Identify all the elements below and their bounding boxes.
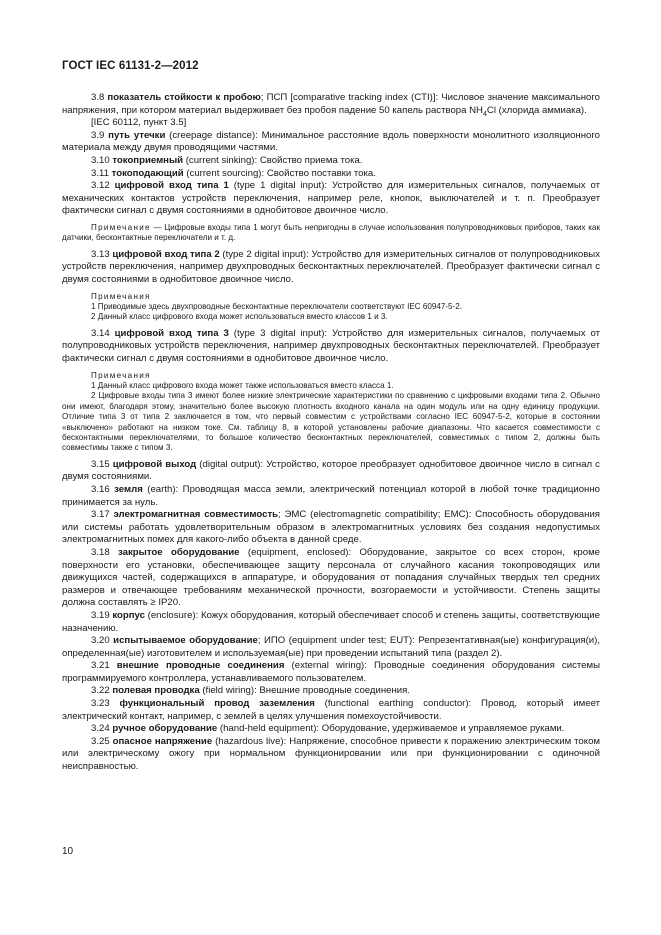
clause-text: (creepage distance): Минимальное расстояние вдоль поверхности монолитного изоляционного материала между двумя проводящими частями. (62, 129, 600, 154)
clause-text: (hand-held equipment): Оборудование, удерживаемое и управляемое руками. (217, 723, 565, 735)
clause-number: 3.16 (91, 483, 115, 495)
notes-3-13 (62, 292, 600, 323)
note-item: 1 Данный класс цифрового входа может также использоваться вместо класса 1. (91, 380, 394, 390)
clause-text: (digital output): Устройство, которое преобразует однобитовое двоичное число в сигнал с двумя состояниями. (62, 458, 600, 483)
clause-3-15 (62, 459, 600, 484)
clause-3-23 (62, 698, 600, 723)
clause-3-21 (62, 660, 600, 685)
clause-3-13 (62, 249, 600, 287)
clause-term: цифровой вход типа 1 (114, 180, 229, 192)
clause-text: (type 2 digital input): Устройство для измерительных сигналов от полупроводниковых устройств переключения, например двухпроводных бесконтактных переключателей. Преобразует фактически сигнал с двумя состояниями в однобитовое двоичное число. (62, 248, 600, 285)
document-header: ГОСТ IEC 61131-2—2012 (62, 60, 199, 72)
note-item: 2 Данный класс цифрового входа может использоваться вместо классов 1 и 3. (91, 312, 388, 322)
clause-number: 3.12 (91, 180, 115, 192)
clause-number: 3.24 (91, 723, 113, 735)
clause-number: 3.17 (91, 509, 114, 521)
clause-term: закрытое оборудование (118, 546, 240, 558)
clause-text: (functional earthing conductor): Провод, который имеет электрический контакт, например, с землей в целях улучшения помехоустойчивости. (62, 698, 600, 722)
clause-3-12 (62, 180, 600, 218)
clause-3-16 (62, 484, 600, 509)
clause-text: (external wiring): Проводные соединения оборудования системы программируемого контроллера, устанавливаемого пользователем. (62, 660, 600, 684)
clause-3-11 (62, 168, 600, 181)
clause-number: 3.20 (91, 635, 114, 647)
clause-number: 3.19 (91, 609, 113, 621)
clause-3-17 (62, 509, 600, 547)
clause-text: (type 3 digital input): Устройство для измерительных сигналов, получаемых от полупроводниковых устройств переключения, например двухпроводных бесконтактных переключателей. Преобразует фактически сигнал с двумя состояниями в однобитовое двоичное число. (62, 327, 600, 364)
notes-3-14 (62, 371, 600, 454)
clause-term: показатель стойкости к пробою (107, 92, 261, 103)
notes-heading: Примечания (91, 370, 151, 380)
clause-text: (type 1 digital input): Устройство для измерительных сигналов, получаемых от механических контактов устройств переключения, например реле, кнопок, выключателей и т. п. Преобразует фактически сигнал с двумя состояниями в однобитовое двоичное число. (62, 180, 600, 217)
clause-number: 3.25 (91, 735, 113, 747)
clause-number: 3.15 (91, 458, 113, 470)
clause-3-18 (62, 547, 600, 610)
clause-text: (earth): Проводящая масса земли, электрический потенциал которой в любой точке традиционно принимается за нуль. (62, 483, 600, 508)
clause-text: (enclosure): Кожух оборудования, который обеспечивает способ и степень защиты, соответствующие назначению. (62, 609, 600, 634)
clause-term: токоприемный (112, 154, 184, 166)
clause-3-19 (62, 610, 600, 635)
note-item: 1 Приводимые здесь двухпроводные бесконтактные переключатели соответствуют IEC 60947-5-2. (91, 301, 462, 311)
note-heading: Примечание (91, 222, 151, 232)
clause-term: испытываемое оборудование (113, 635, 258, 647)
clause-3-24 (62, 723, 600, 736)
clause-reference: [IEC 60112, пункт 3.5] (91, 117, 187, 129)
clause-text-cont: Cl (хлорида аммиака). (486, 104, 587, 116)
clause-term: полевая проводка (112, 685, 200, 697)
note-3-12 (62, 223, 600, 244)
clause-term: корпус (112, 609, 145, 621)
clause-term: земля (114, 483, 143, 495)
clause-3-14 (62, 328, 600, 366)
clause-text: (hazardous live): Напряжение, способное привести к поражению электрическим током или электрическому ожогу при нормальном функционировании или при функционировании с одиночной неисправностью. (62, 735, 600, 773)
clause-term: опасное напряжение (112, 735, 213, 747)
clause-text: (equipment, enclosed): Оборудование, закрытое со всех сторон, кроме поверхности его установки, обеспечивающее защиту персонала от случайного касания токопроводящих или движущихся частей, содержащихся в аппаратуре, и оборудования от попадания случайных твердых тел средних размеров и отвечающее требованиям механической прочности, возгораемости и устойчивости. Степень защиты должна составлять ≥ IP20. (62, 546, 601, 609)
clause-3-9 (62, 130, 600, 155)
note-item: 2 Цифровые входы типа 3 имеют более низкие электрические характеристики по сравнению с цифровыми входами типа 2. Обычно они имеют, благодаря этому, значительно более высокую плотность входного канала на один модуль или на одну единицу продукции. Отличие типа 3 от типа 2 заключается в том, что первый совместим с устройствами согласно IEC 60947-5-2, которые в состоянии «выключено» работают на низком токе. См. таблицу 8, в которой установлены рабочие диапазоны. Что касается совместимости с бесконтактными переключателями, то большое количество бесконтактных переключателей, совместимых с типом 2, должны быть совместимы также с типом 3. (62, 391, 600, 453)
page-number: 10 (62, 846, 74, 857)
clause-term: внешние проводные соединения (116, 660, 285, 672)
document-body (62, 92, 600, 774)
clause-number: 3.23 (91, 698, 120, 710)
clause-number: 3.14 (91, 327, 115, 339)
note-text: — Цифровые входы типа 1 могут быть непригодны в случае использования полупроводниковых приборов, таких как датчики, бесконтактные переключатели и т. д. (62, 222, 600, 243)
clause-number: 3.8 (91, 92, 108, 103)
clause-number: 3.10 (91, 154, 113, 166)
clause-text: ; ИПО (equipment under test; EUT): Репрезентативная(ые) конфигурация(и), определенная(ые) изготовителем и используемая(ые) при проведении испытаний типа (раздел 2). (62, 635, 601, 659)
clause-number: 3.18 (91, 546, 119, 558)
clause-number: 3.9 (91, 129, 109, 141)
clause-text: (current sinking): Свойство приема тока. (183, 154, 363, 166)
clause-3-8 (62, 92, 600, 117)
clause-term: функциональный провод заземления (119, 698, 315, 710)
clause-text: (current sourcing): Свойство поставки тока. (183, 167, 376, 179)
clause-number: 3.22 (91, 685, 113, 697)
clause-3-25 (62, 736, 600, 774)
subscript: 4 (483, 110, 487, 118)
clause-term: путь утечки (108, 129, 166, 141)
clause-number: 3.21 (91, 660, 117, 672)
clause-text: ; ПСП [comparative tracking index (CTI)]: Числовое значение максимального напряжения, при котором материал выдерживает без пробоя падение 50 капель раствора NH (62, 92, 600, 116)
clause-3-10 (62, 155, 600, 168)
clause-text: ; ЭМС (electromagnetic compatibility; EMC): Способность оборудования или системы работать удовлетворительным образом в электромагнитных условиях без создания недопустимых электромагнитных помех для какого-либо объекта в данной среде. (62, 509, 600, 546)
clause-number: 3.13 (91, 248, 113, 260)
clause-term: ручное оборудование (112, 723, 218, 735)
clause-term: цифровой выход (112, 458, 197, 470)
notes-heading: Примечания (91, 291, 151, 301)
clause-term: токоподающий (111, 167, 184, 179)
clause-text: (field wiring): Внешние проводные соединения. (199, 685, 411, 697)
clause-term: электромагнитная совместимость (113, 509, 279, 521)
clause-3-22 (62, 685, 600, 698)
clause-number: 3.11 (91, 167, 112, 179)
clause-3-20 (62, 635, 600, 660)
clause-term: цифровой вход типа 2 (112, 248, 220, 260)
clause-term: цифровой вход типа 3 (114, 327, 229, 339)
